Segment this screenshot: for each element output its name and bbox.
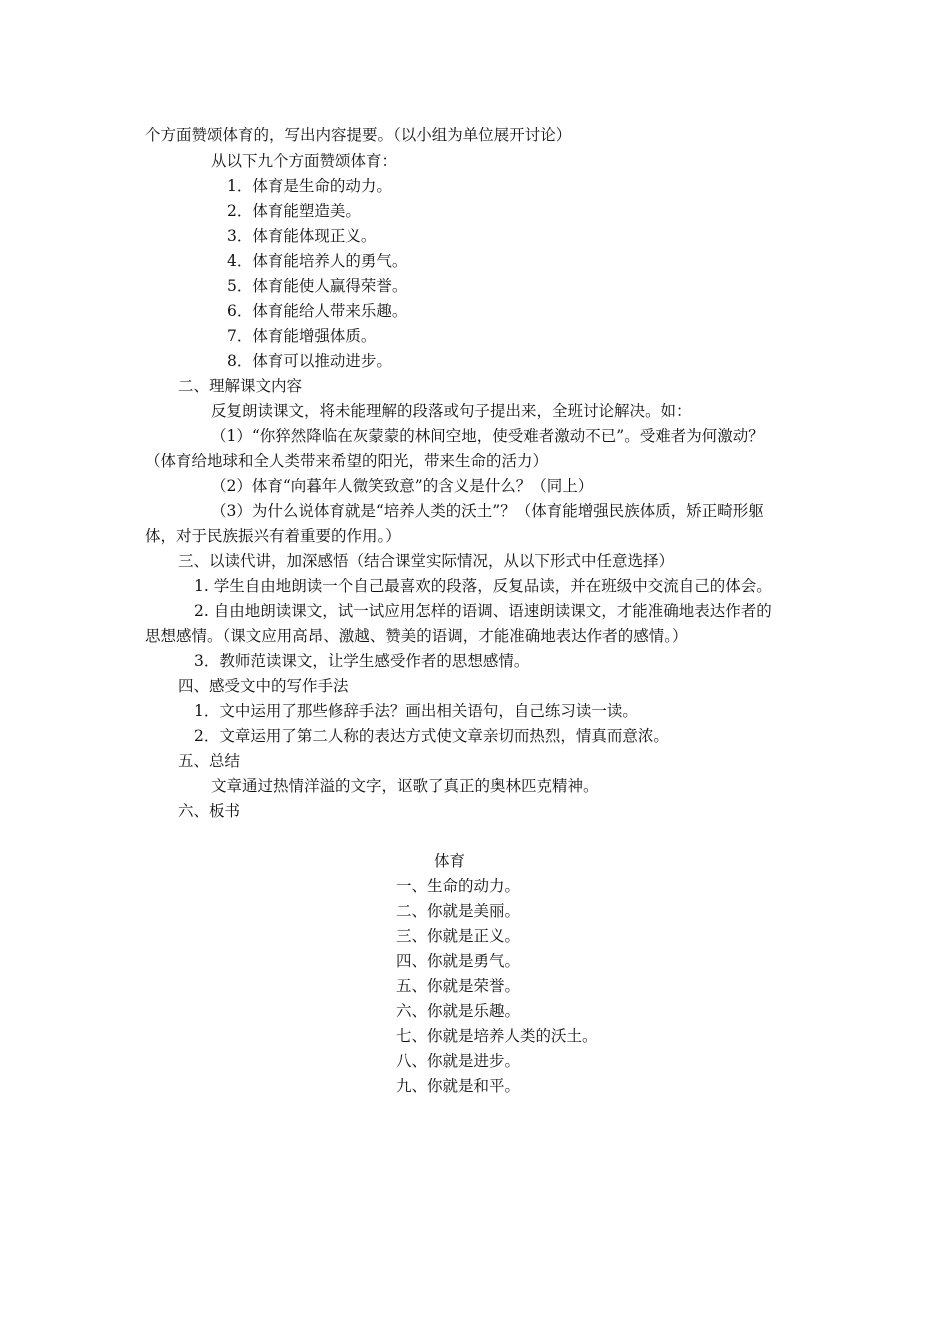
- intro-line-1: 个方面赞颂体育的，写出内容提要。（以小组为单位展开讨论）: [145, 126, 572, 144]
- question-3-line-1: （3）为什么说体育就是“培养人类的沃土”？（体育能增强民族体质，矫正畸形躯: [211, 502, 764, 520]
- board-title: 体育: [434, 852, 466, 870]
- board-item: 三、你就是正义。: [396, 927, 521, 945]
- board-item: 一、生命的动力。: [396, 877, 521, 895]
- board-item: 二、你就是美丽。: [396, 902, 521, 920]
- board-item: 五、你就是荣誉。: [396, 977, 521, 995]
- section-3-item-2-line-2: 思想感情。（课文应用高昂、激越、赞美的语调，才能准确地表达作者的感情。）: [145, 627, 688, 645]
- intro-line-2: 从以下九个方面赞颂体育：: [211, 152, 398, 170]
- list-item: 2．体育能塑造美。: [227, 202, 361, 220]
- list-item: 7．体育能增强体质。: [227, 327, 377, 345]
- section-heading-6: 六、板书: [178, 802, 241, 820]
- section-2-intro: 反复朗读课文，将未能理解的段落或句子提出来，全班讨论解决。如：: [211, 402, 692, 420]
- section-heading-2: 二、理解课文内容: [178, 377, 303, 395]
- board-item: 六、你就是乐趣。: [396, 1002, 521, 1020]
- list-item: 6．体育能给人带来乐趣。: [227, 302, 408, 320]
- question-3-line-2: 体，对于民族振兴有着重要的作用。）: [145, 527, 401, 545]
- board-item: 九、你就是和平。: [396, 1077, 521, 1095]
- list-item: 1．体育是生命的动力。: [227, 177, 392, 195]
- question-1-line-2: （体育给地球和全人类带来希望的阳光，带来生命的活力）: [145, 452, 549, 470]
- section-3-item-1: 1. 学生自由地朗读一个自己最喜欢的段落，反复品读，并在班级中交流自己的体会。: [194, 577, 772, 595]
- section-4-item-2: 2．文章运用了第二人称的表达方式使文章亲切而热烈，情真而意浓。: [194, 727, 669, 745]
- board-item: 八、你就是进步。: [396, 1052, 521, 1070]
- question-2: （2）体育“向暮年人微笑致意”的含义是什么？（同上）: [211, 477, 594, 495]
- list-item: 4．体育能培养人的勇气。: [227, 252, 408, 270]
- board-item: 七、你就是培养人类的沃土。: [396, 1027, 598, 1045]
- section-heading-3: 三、以读代讲，加深感悟（结合课堂实际情况，从以下形式中任意选择）: [178, 552, 675, 570]
- section-heading-4: 四、感受文中的写作手法: [178, 677, 349, 695]
- summary-text: 文章通过热情洋溢的文字，讴歌了真正的奥林匹克精神。: [211, 777, 599, 795]
- list-item: 3．体育能体现正义。: [227, 227, 377, 245]
- section-3-item-2-line-1: 2. 自由地朗读课文，试一试应用怎样的语调、语速朗读课文，才能准确地表达作者的: [194, 602, 772, 620]
- section-4-item-1: 1．文中运用了那些修辞手法？画出相关语句，自己练习读一读。: [194, 702, 638, 720]
- question-1-line-1: （1）“你猝然降临在灰蒙蒙的林间空地，使受难者激动不已”。受难者为何激动？: [211, 427, 764, 445]
- list-item: 5．体育能使人赢得荣誉。: [227, 277, 408, 295]
- list-item: 8．体育可以推动进步。: [227, 352, 392, 370]
- section-3-item-3: 3．教师范读课文，让学生感受作者的思想感情。: [194, 652, 530, 670]
- section-heading-5: 五、总结: [178, 752, 241, 770]
- board-item: 四、你就是勇气。: [396, 952, 521, 970]
